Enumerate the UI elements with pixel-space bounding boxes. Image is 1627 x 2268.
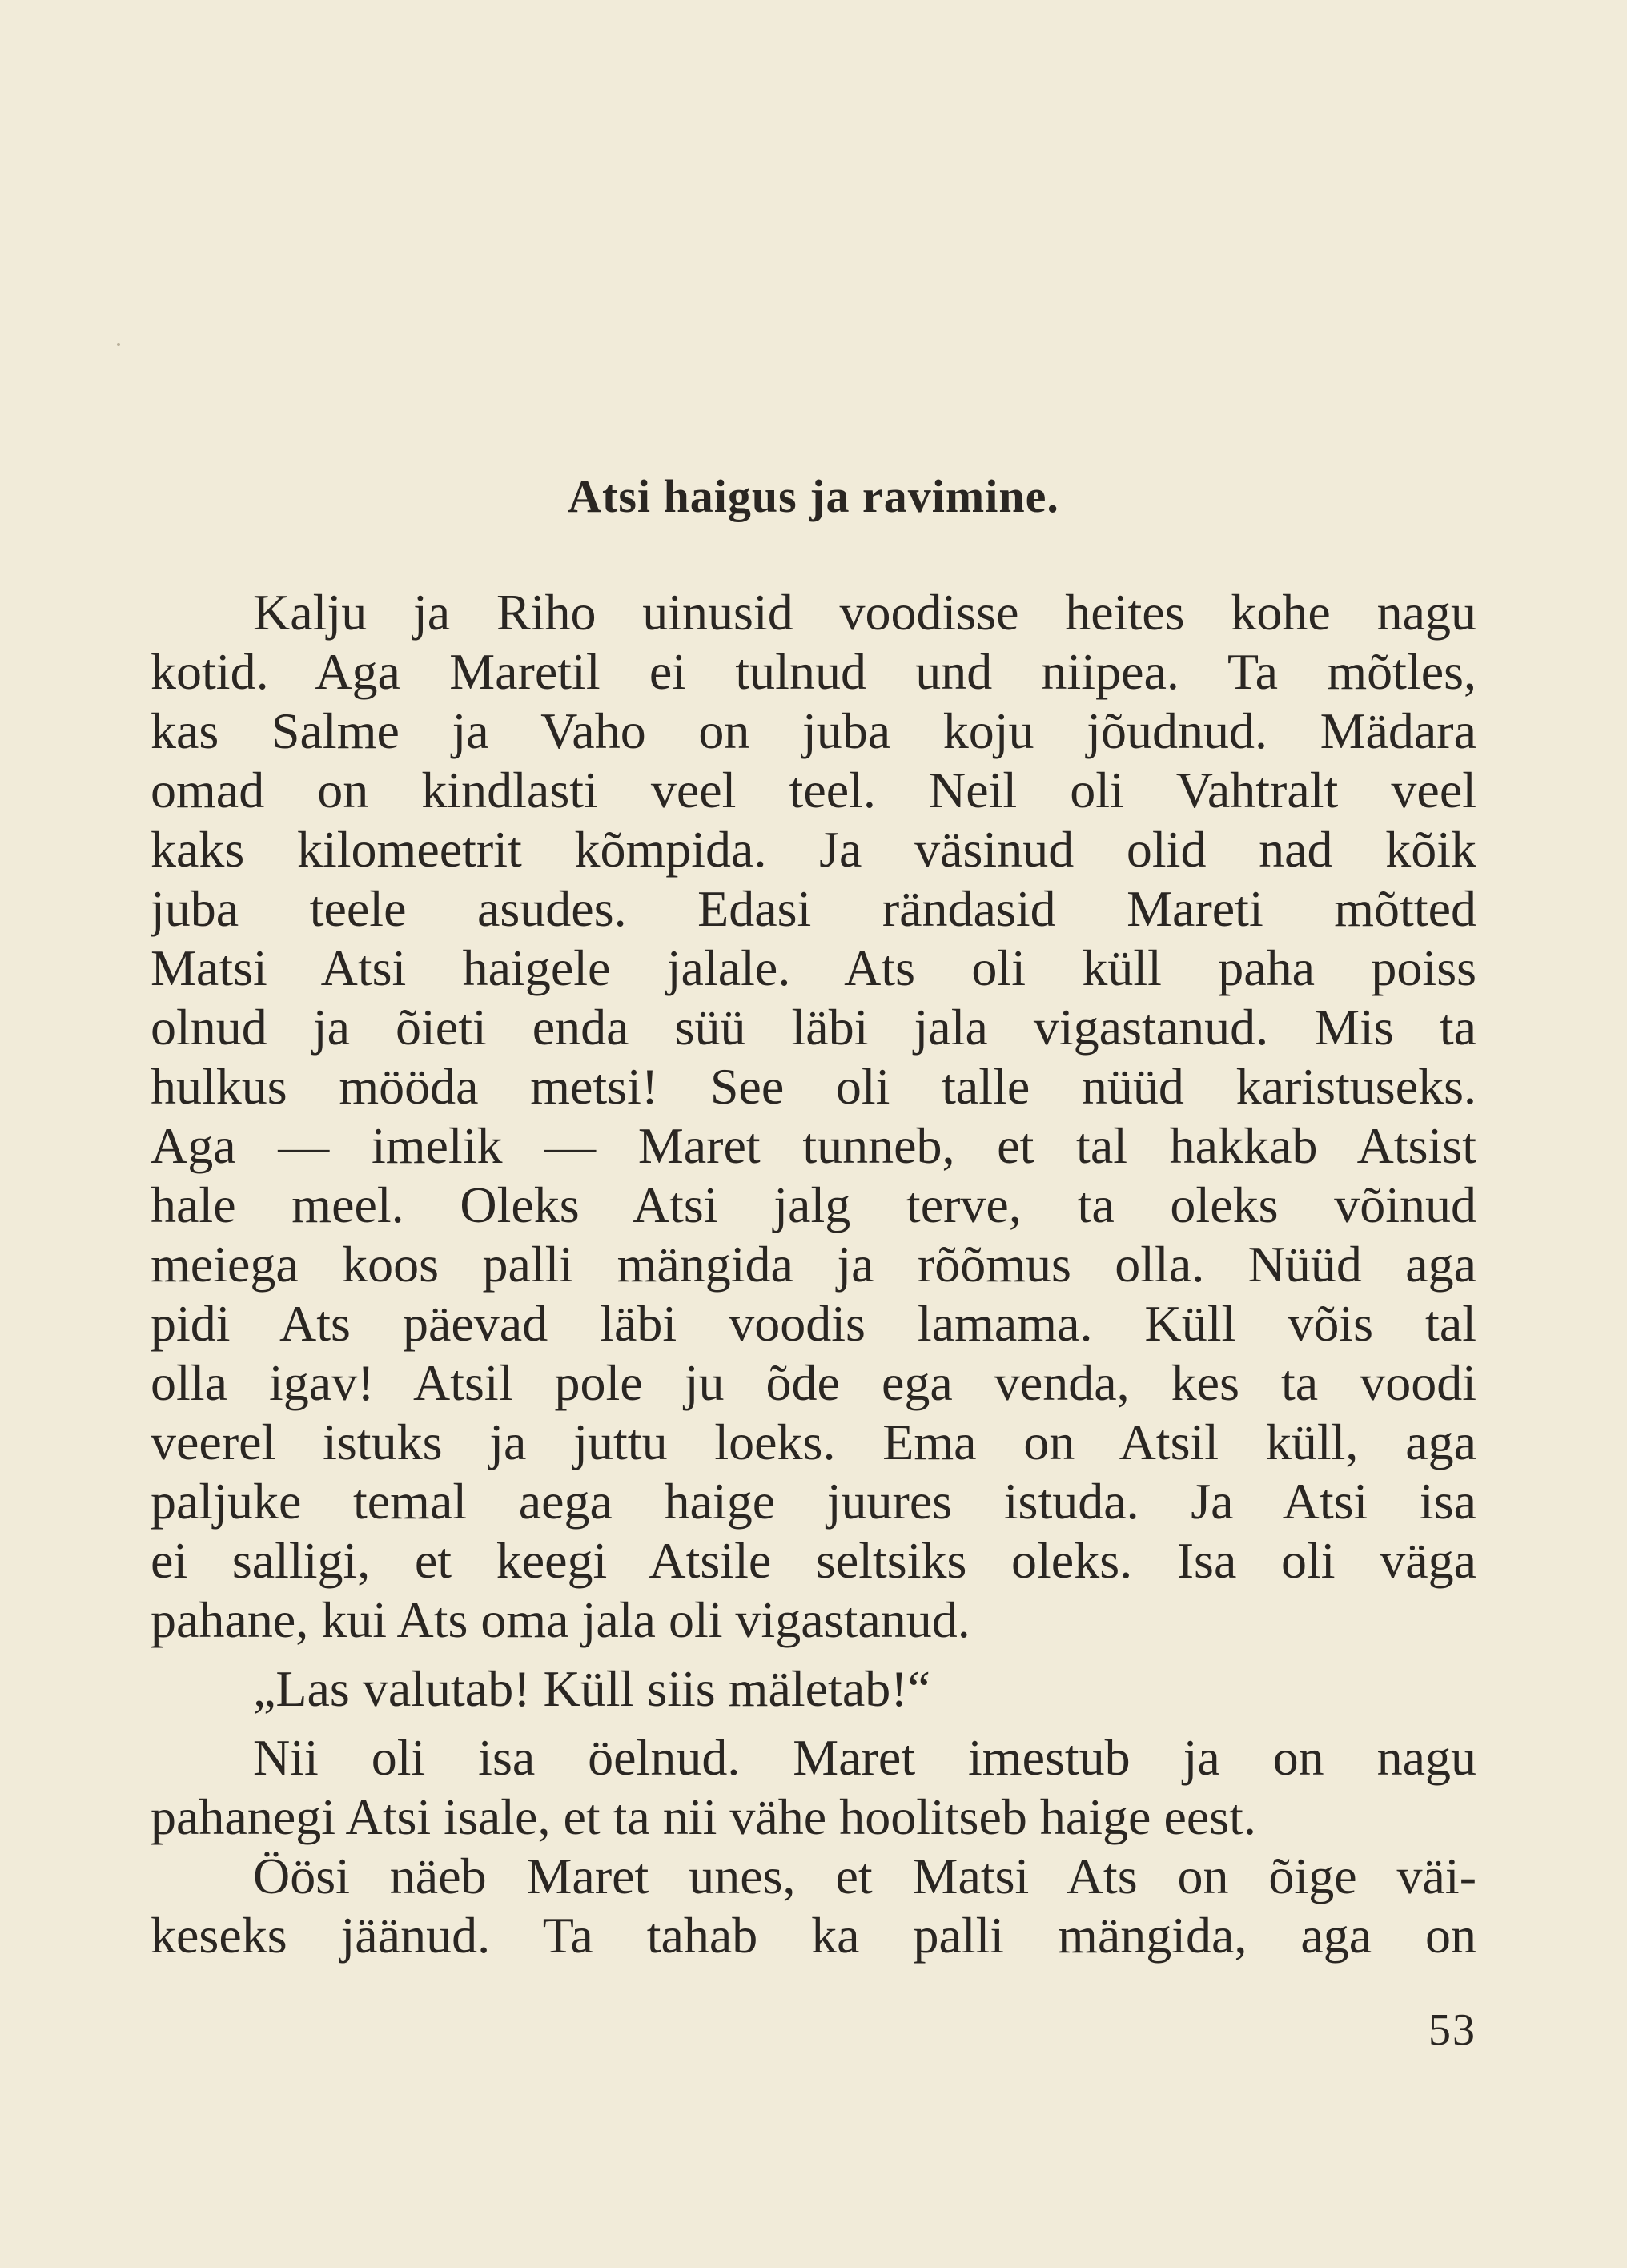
text-line: Kalju ja Riho uinusid voodisse heites kohe nagu — [253, 584, 1476, 641]
paragraph-4 — [151, 1847, 1476, 1965]
text-line: pidi Ats päevad läbi voodis lamama. Küll võis tal — [151, 1295, 1476, 1352]
text-line: omad on kindlasti veel teel. Neil oli Vahtralt veel — [151, 762, 1476, 818]
text-line: ei salligi, et keegi Atsile seltsiks oleks. Isa oli väga — [151, 1532, 1476, 1589]
body-text — [151, 583, 1476, 1965]
chapter-title: Atsi haigus ja ravimine. — [568, 470, 1059, 522]
text-line: kaks kilomeetrit kõmpida. Ja väsinud olid nad kõik — [151, 821, 1476, 878]
text-line: paljuke temal aega haige juures istuda. Ja Atsi isa — [151, 1473, 1476, 1530]
text-line: pahanegi Atsi isale, et ta nii vähe hoolitseb haige eest. — [151, 1788, 1256, 1845]
text-line: hulkus mööda metsi! See oli talle nüüd karistuseks. — [151, 1058, 1476, 1115]
paragraph-3 — [151, 1728, 1476, 1847]
text-line: „Las valutab! Küll siis mäletab!“ — [253, 1660, 930, 1717]
text-line: Matsi Atsi haigele jalale. Ats oli küll paha poiss — [151, 939, 1476, 996]
text-line: keseks jäänud. Ta tahab ka palli mängida, aga on — [151, 1907, 1476, 1964]
page-number: 53 — [1428, 2005, 1476, 2055]
text-line: veerel istuks ja juttu loeks. Ema on Atsil küll, aga — [151, 1413, 1476, 1470]
text-line: Öösi näeb Maret unes, et Matsi Ats on õige väi- — [253, 1848, 1476, 1904]
text-line: hale meel. Oleks Atsi jalg terve, ta oleks võinud — [151, 1176, 1476, 1233]
text-line: olnud ja õieti enda süü läbi jala vigastanud. Mis ta — [151, 999, 1476, 1056]
paper-speck — [117, 343, 120, 346]
text-line: olla igav! Atsil pole ju õde ega venda, kes ta voodi — [151, 1354, 1476, 1411]
paragraph-1 — [151, 583, 1476, 1650]
paragraph-2 — [151, 1659, 1476, 1719]
text-line: Nii oli isa öelnud. Maret imestub ja on nagu — [253, 1729, 1476, 1786]
text-line: juba teele asudes. Edasi rändasid Mareti mõtted — [151, 880, 1476, 937]
text-line: kotid. Aga Maretil ei tulnud und niipea. Ta mõtles, — [151, 643, 1476, 700]
text-line: kas Salme ja Vaho on juba koju jõudnud. Mädara — [151, 702, 1476, 759]
text-line: meiega koos palli mängida ja rõõmus olla. Nüüd aga — [151, 1236, 1476, 1293]
text-line: Aga — imelik — Maret tunneb, et tal hakkab Atsist — [151, 1117, 1476, 1174]
text-line: pahane, kui Ats oma jala oli vigastanud. — [151, 1591, 970, 1648]
